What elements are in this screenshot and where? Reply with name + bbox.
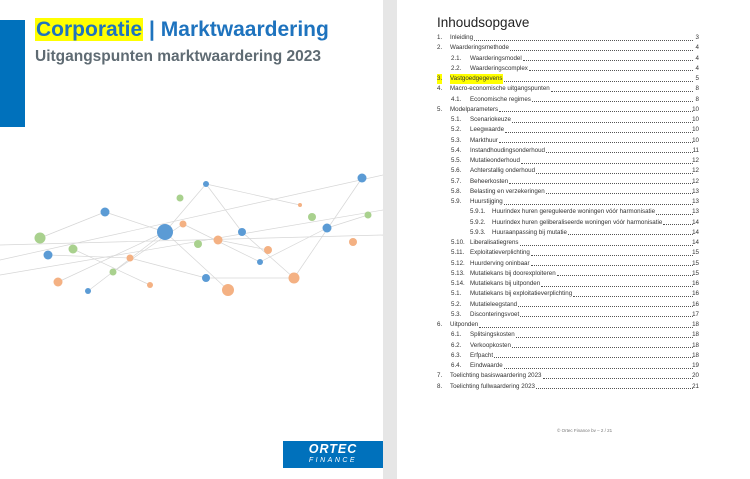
toc-leader-dots [479,327,693,328]
toc-entry-label: Toelichting basiswaardering 2023 [450,372,542,380]
toc-entry-label: Waarderingsmodel [470,54,522,62]
toc-entry-label: Huurderving oninbaar [470,259,530,267]
toc-entry-label: Uitponden [450,321,479,328]
toc-entry[interactable] [437,125,697,135]
toc-leader-dots [505,132,693,133]
toc-entry-page: 13 [692,198,699,205]
toc-leader-dots [523,60,693,61]
toc-entry[interactable] [437,95,697,105]
toc-entry-label: Eindwaarde [470,362,503,369]
toc-entry-label: Mutatiekans bij doorexploiteren [470,269,556,277]
toc-entry-page: 5 [695,75,699,82]
toc-entry-label: Liberalisatiegrens [470,239,519,246]
toc-entry[interactable] [437,361,697,371]
toc-entry-label: Mutatiekans bij uitponden [470,280,541,287]
toc-leader-dots [504,204,693,205]
toc-entry[interactable] [437,146,697,156]
toc-leader-dots [531,265,693,266]
toc-entry-label: Inleiding [450,34,474,41]
toc-entry-number: 6.1. [451,331,462,339]
toc-entry-number: 1. [437,34,443,41]
toc-entry-label: Instandhoudingsonderhoud [470,146,546,154]
toc-entry-page: 8 [695,95,699,103]
toc-entry-number: 5.4. [451,146,462,154]
toc-leader-dots [557,275,693,276]
toc-entry[interactable] [437,218,697,228]
toc-entry-page: 4 [695,44,699,52]
toc-entry[interactable] [437,300,697,310]
toc-entry-page: 10 [692,136,699,144]
toc-entry-page: 14 [692,228,699,236]
toc-entry-number: 5.9.1. [470,208,486,216]
toc-entry-label: Modelparameters [450,105,499,113]
logo-subname: FINANCE [308,457,358,464]
toc-entry[interactable] [437,279,697,289]
toc-entry-number: 5.1. [451,290,462,298]
cover-accent-bar [0,20,25,127]
toc-entry-label: Vastgoedgegevens [450,74,503,84]
toc-entry-label: Waarderingscomplex [470,64,528,72]
toc-entry-page: 18 [692,331,699,339]
toc-leader-dots [656,214,693,215]
network-nodes [35,174,372,297]
toc-entry-page: 12 [692,177,699,185]
toc-entry-label: Verkoopkosten [470,341,511,349]
toc-entry-page: 14 [692,218,699,226]
toc-leader-dots [494,357,693,358]
toc-entry[interactable] [437,187,697,197]
toc-entry-number: 6.3. [451,351,462,359]
toc-leader-dots [663,224,693,225]
cover-title-rest: Marktwaardering [160,18,329,41]
toc-entry-label: Disconteringsvoet [470,310,520,318]
toc-leader-dots [551,91,693,92]
toc-entry-label: Belasting en verzekeringen [470,187,545,195]
toc-entry-page: 18 [692,341,699,349]
toc-entry-number: 5.2. [451,126,462,134]
network-illustration [0,165,383,300]
toc-entry[interactable] [437,269,697,279]
toc-leader-dots [504,368,693,369]
toc-entry-page: 10 [692,126,699,134]
toc-entry-number: 4. [437,85,443,93]
toc-entry-number: 5.9.2. [470,218,486,226]
toc-leader-dots [509,183,693,184]
toc-leader-dots [546,193,693,194]
toc-entry-label: Mutatieonderhoud [470,157,520,164]
toc-entry[interactable] [437,74,697,84]
toc-entry-page: 13 [692,208,699,216]
cover-subtitle: Uitgangspunten marktwaardering 2023 [35,48,321,65]
toc-entry[interactable] [437,197,697,207]
toc-entry-number: 2.2. [451,64,462,72]
toc-entry-number: 5.5. [451,157,462,164]
page-footer: © Ortec Finance bv – 2 / 21 [557,428,613,433]
toc-leader-dots [512,122,693,123]
toc-entry-page: 12 [692,157,699,164]
ortec-finance-logo [283,441,383,468]
toc-page [397,0,750,479]
toc-entry-label: Exploitatieverplichting [470,249,530,257]
toc-entry-number: 2. [437,44,443,52]
toc-entry-page: 13 [692,187,699,195]
toc-entry-number: 2.1. [451,54,462,62]
toc-entry-label: Leegwaarde [470,126,505,134]
toc-entry-label: Huurstijging [470,198,503,205]
toc-leader-dots [543,378,693,379]
toc-entry-page: 21 [692,382,699,390]
toc-entry-page: 16 [692,300,699,308]
toc-entry-page: 15 [692,269,699,277]
toc-entry-number: 7. [437,372,443,380]
toc-entry-page: 10 [692,105,699,113]
toc-leader-dots [521,163,693,164]
toc-entry-page: 8 [695,85,699,93]
toc-entry-page: 15 [692,259,699,267]
toc-entry-label: Achterstallig onderhoud [470,167,536,175]
toc-entry-label: Scenariokeuze [470,116,511,123]
toc-entry[interactable] [437,330,697,340]
toc-entry[interactable] [437,115,697,125]
toc-entry[interactable] [437,238,697,248]
toc-leader-dots [536,388,693,389]
toc-entry-number: 5.7. [451,177,462,185]
toc-entry-page: 16 [692,290,699,298]
toc-entry-label: Huurindex huren geliberaliseerde woningen vóór harmonisatie [492,218,663,226]
toc-entry-label: Macro-economische uitgangspunten [450,85,550,93]
toc-entry-number: 5.14. [451,280,465,287]
toc-entry-number: 6.4. [451,362,462,369]
toc-entry-page: 10 [692,116,699,123]
toc-entry-number: 5.3. [451,310,462,318]
toc-entry-page: 4 [695,54,699,62]
toc-entry-page: 20 [692,372,699,380]
toc-entry-page: 3 [695,34,699,41]
toc-title: Inhoudsopgave [437,15,530,30]
toc-entry-page: 17 [692,310,699,318]
toc-entry[interactable] [437,177,697,187]
toc-entry-label: Huurindex huren gereguleerde woningen vóór harmonisatie [492,208,656,216]
toc-entry[interactable] [437,320,697,330]
toc-entry-label: Erfpacht [470,351,494,359]
toc-entry-number: 5.12. [451,259,465,267]
toc-leader-dots [510,50,693,51]
toc-entry-label: Markthuur [470,136,498,144]
toc-entry-page: 16 [692,280,699,287]
toc-entry[interactable] [437,371,697,381]
toc-leader-dots [520,316,693,317]
toc-entry-number: 6.2. [451,341,462,349]
toc-entry-label: Mutatiekans bij exploitatieverplichting [470,290,573,298]
toc-list [437,33,697,392]
toc-entry[interactable] [437,54,697,64]
toc-entry-number: 5.3. [451,136,462,144]
toc-entry[interactable] [437,43,697,53]
toc-entry-number: 5.2. [451,300,462,308]
toc-leader-dots [568,234,693,235]
toc-entry-label: Economische regimes [470,95,531,103]
toc-entry-label: Toelichting fullwaardering 2023 [450,382,535,390]
toc-entry-number: 4.1. [451,95,462,103]
toc-entry-page: 12 [692,167,699,175]
toc-leader-dots [518,306,693,307]
toc-entry-number: 8. [437,382,443,390]
toc-entry[interactable] [437,382,697,392]
toc-entry[interactable] [437,351,697,361]
toc-leader-dots [516,337,693,338]
toc-entry[interactable] [437,310,697,320]
toc-entry-label: Waarderingsmethode [450,44,509,52]
toc-entry[interactable] [437,248,697,258]
logo-name: ORTEC [308,442,358,456]
toc-entry[interactable] [437,228,697,238]
toc-entry[interactable] [437,64,697,74]
toc-entry-number: 5.9.3. [470,228,486,236]
toc-leader-dots [541,286,693,287]
toc-leader-dots [531,255,693,256]
toc-entry-number: 6. [437,321,443,328]
toc-entry-number: 5.11. [451,249,465,257]
toc-entry-number: 5.1. [451,116,462,123]
toc-entry[interactable] [437,156,697,166]
toc-entry-page: 15 [692,249,699,257]
toc-leader-dots [573,296,693,297]
toc-entry[interactable] [437,341,697,351]
toc-leader-dots [532,101,693,102]
toc-leader-dots [546,152,693,153]
toc-entry-label: Splitsingskosten [470,331,515,339]
cover-title-highlight: Corporatie [36,18,143,41]
toc-entry[interactable] [437,136,697,146]
toc-entry[interactable] [437,289,697,299]
toc-leader-dots [474,40,693,41]
toc-entry-page: 4 [695,64,699,72]
toc-entry-page: 19 [692,362,699,369]
toc-entry[interactable] [437,84,697,94]
toc-leader-dots [512,347,693,348]
toc-entry-label: Mutatieleegstand [470,300,518,308]
toc-leader-dots [529,70,693,71]
toc-entry-number: 3. [437,74,442,84]
toc-entry-page: 14 [692,239,699,246]
toc-entry-page: 18 [692,321,699,328]
toc-entry[interactable] [437,259,697,269]
toc-entry-page: 18 [692,351,699,359]
toc-entry-number: 5.10. [451,239,465,246]
toc-leader-dots [499,142,693,143]
toc-entry-number: 5.9. [451,198,462,205]
toc-entry-number: 5.13. [451,269,465,277]
toc-entry[interactable] [437,166,697,176]
toc-leader-dots [536,173,693,174]
toc-entry[interactable] [437,105,697,115]
toc-entry[interactable] [437,33,697,43]
cover-title [35,18,329,42]
toc-entry-page: 11 [692,146,699,154]
cover-title-separator: | [149,18,155,41]
toc-leader-dots [520,245,693,246]
toc-entry-label: Beheerkosten [470,177,509,185]
toc-entry-label: Huuraanpassing bij mutatie [492,228,567,236]
toc-entry-number: 5.8. [451,187,462,195]
toc-entry-number: 5. [437,105,443,113]
toc-leader-dots [504,81,693,82]
toc-entry-number: 5.6. [451,167,462,175]
toc-entry[interactable] [437,207,697,217]
toc-leader-dots [499,111,693,112]
